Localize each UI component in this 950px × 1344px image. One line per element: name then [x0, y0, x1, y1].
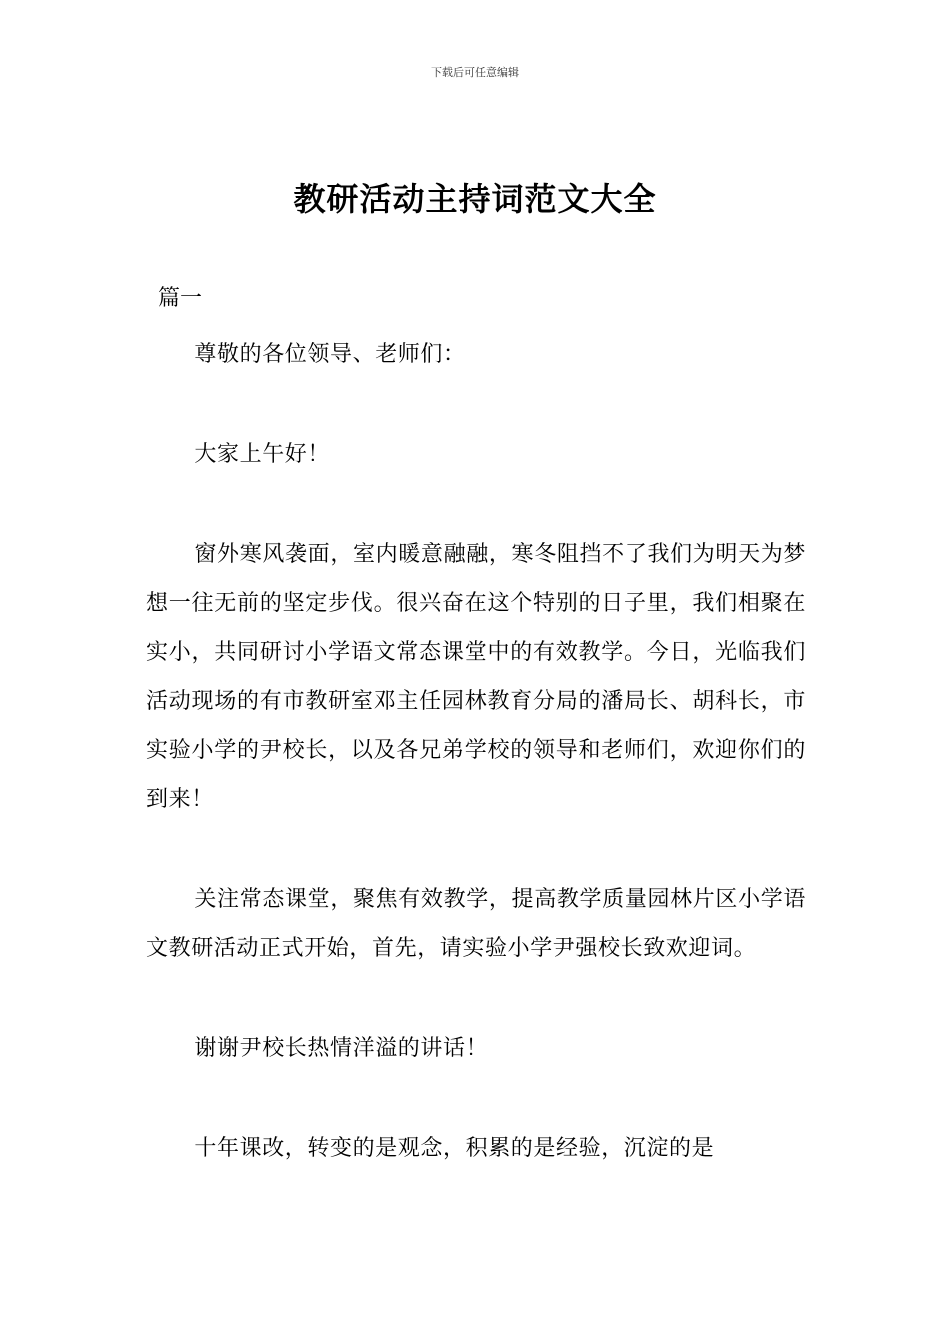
header-note: 下载后可任意编辑	[431, 66, 519, 79]
paragraph-greeting: 大家上午好！	[194, 442, 330, 467]
section-label: 篇一	[158, 286, 203, 311]
document-body	[146, 330, 806, 1173]
paragraph-welcome: 窗外寒风袭面，室内暖意融融，寒冬阻挡不了我们为明天为梦想一往无前的坚定步伐。很兴奋在这个特别的日子里，我们相聚在实小，共同研讨小学语文常态课堂中的有效教学。今日，光临我们活动现场的有市教研室邓主任园林教育分局的潘局长、胡科长，市实验小学的尹校长，以及各兄弟学校的领导和老师们，欢迎你们的到来！	[146, 542, 806, 812]
paragraph-thanks: 谢谢尹校长热情洋溢的讲话！	[194, 1036, 489, 1061]
paragraph-opening: 关注常态课堂，聚焦有效教学，提高教学质量园林片区小学语文教研活动正式开始，首先，请实验小学尹强校长致欢迎词。	[146, 887, 806, 961]
paragraph-reform: 十年课改，转变的是观念，积累的是经验，沉淀的是	[194, 1136, 715, 1161]
document-title: 教研活动主持词范文大全	[293, 180, 657, 218]
paragraph-salutation: 尊敬的各位领导、老师们：	[194, 342, 466, 367]
